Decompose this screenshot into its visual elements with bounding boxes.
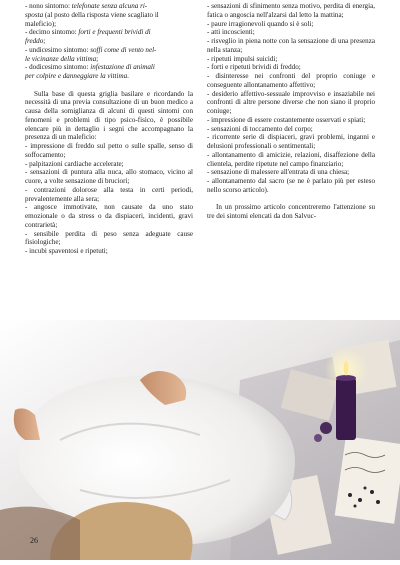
- symptom-item: - disinteresse nei confronti del proprio coniuge e conseguente allontanamento affettivo;: [207, 72, 375, 89]
- closing-paragraph: In un prossimo articolo concentreremo l'attenzione su tre dei sintomi elencati da don Salvuc-: [207, 203, 375, 220]
- symptom-line: - nono sintomo: telefonate senza alcuna ri-: [25, 2, 148, 10]
- symptom-item: - paure irragionevoli quando si è soli;: [207, 19, 314, 28]
- symptom-item: - forti e ripetuti brividi di freddo;: [207, 63, 301, 72]
- symptom-item: - ripetuti impulsi suicidi;: [207, 54, 278, 63]
- article-text: [25, 2, 375, 322]
- symptom-line: sposta (al posto della risposta viene scagliato il: [25, 10, 159, 19]
- symptom-list-left: [25, 142, 193, 256]
- symptom-line: maleficio);: [25, 19, 57, 28]
- symptom-item: - contrazioni dolorose alla testa in certi periodi, prevalentemente alla sera;: [25, 185, 193, 203]
- left-column: [25, 2, 193, 322]
- illustration-photo: [0, 320, 400, 560]
- symptom-line: - undicesimo sintomo: soffi come di vento nel-: [25, 45, 157, 54]
- symptom-item: - incubi spaventosi e ripetuti;: [25, 247, 108, 255]
- symptom-item: - risveglio in piena notte con la sensazione di una presenza nella stanza;: [207, 37, 375, 54]
- symptom-item: - sensazioni di toccamento del corpo;: [207, 124, 313, 133]
- symptom-item: - sensibile perdita di peso senza adeguate cause fisiologiche;: [25, 229, 193, 247]
- symptom-item: - impressione di essere costantemente osservati e spiati;: [207, 115, 366, 124]
- symptom-item: - sensazioni di sfinimento senza motivo, perdita di energia, fatica o angoscia nell'alzarsi dal letto la mattina;: [207, 2, 375, 19]
- symptom-line: freddo;: [25, 37, 46, 45]
- symptom-list-intro: [25, 2, 193, 81]
- symptom-item: - allontanamento dal sacro (se ne è parlato più per esteso nello scorso articolo).: [207, 177, 375, 194]
- right-column: [207, 2, 375, 322]
- symptom-item: - impressione di freddo sul petto o sulle spalle, senso di soffocamento;: [25, 142, 193, 159]
- symptom-item: - allontanamento di amicizie, relazioni, disaffezione della clientela, perdite ripetute nel campo finanziario;: [207, 150, 375, 168]
- page-number: 26: [30, 536, 38, 545]
- symptom-line: le vicinanze della vittima;: [25, 54, 99, 63]
- symptom-item: - desiderio affettivo-sessuale improvviso e insaziabile nei confronti di altre persone diverse che non siano il proprio coniuge;: [207, 89, 375, 115]
- symptom-item: - ricorrente serie di dispiaceri, gravi problemi, inganni e delusioni professionali o sentimentali;: [207, 133, 375, 150]
- symptom-line: - decimo sintomo: forti e frequenti brividi di: [25, 28, 151, 37]
- intro-paragraph: Sulla base di questa griglia basilare e ricordando la necessità di una previa consultazione di un buon medico a causa della somiglianza di alcuni di questi sintomi con fenomeni e problemi di tipo psico-fisico, è possibile elencare più in dettaglio i segni che accompagnano la presenza di un maleficio:: [25, 89, 193, 142]
- symptom-line: per colpire e danneggiare la vittima.: [25, 72, 129, 80]
- symptom-item: - palpitazioni cardiache accelerate;: [25, 159, 124, 168]
- symptom-item: - sensazioni di puntura alla nuca, allo stomaco, vicino al cuore, a volte sensazione di bruciori;: [25, 168, 193, 185]
- symptom-item: - angosce immotivate, non causate da uno stato emozionale o da stress o da dispiaceri, incidenti, gravi contrarietà;: [25, 203, 193, 229]
- symptom-list-right: [207, 2, 375, 195]
- symptom-item: - sensazione di malessere all'entrata di una chiesa;: [207, 168, 350, 177]
- symptom-line: - dodicesimo sintomo: infestazione di animali: [25, 63, 155, 72]
- symptom-item: - atti incoscienti;: [207, 28, 255, 37]
